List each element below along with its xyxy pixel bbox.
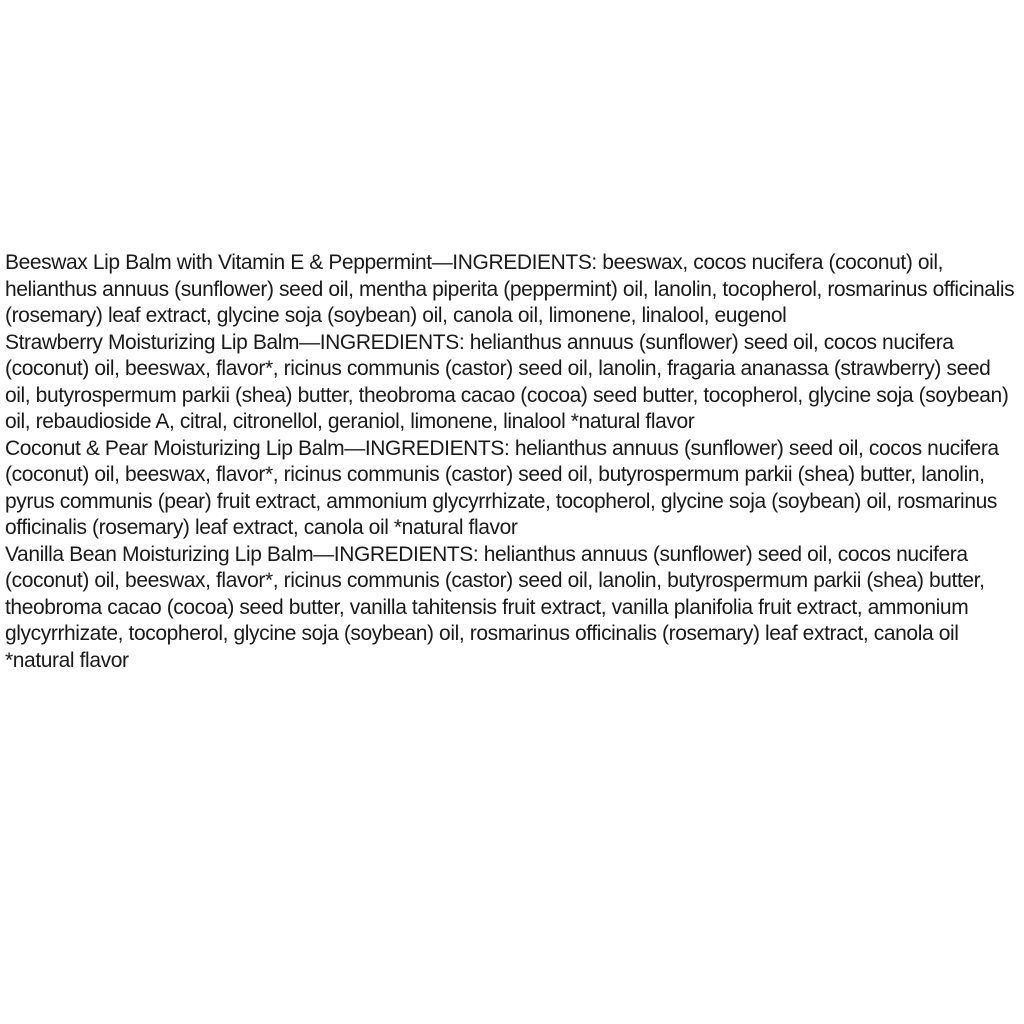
ingredient-paragraph-vanilla-bean: Vanilla Bean Moisturizing Lip Balm—INGREDIENTS: helianthus annuus (sunflower) seed oil, cocos nucifera (coconut) oil, beeswax, flavor*, ricinus communis (castor) seed oil, lanolin, butyrospermum parkii (shea) butter, theobroma cacao (cocoa) seed butter, vanilla tahitensis fruit extract, vanilla planifolia fruit extract, ammonium glycyrrhizate, tocopherol, glycine soja (soybean) oil, rosmarinus officinalis (rosemary) leaf extract, canola oil *natural flavor — [5, 542, 985, 672]
ingredient-paragraph-coconut-pear: Coconut & Pear Moisturizing Lip Balm—INGREDIENTS: helianthus annuus (sunflower) seed oil, cocos nucifera (coconut) oil, beeswax, flavor*, ricinus communis (castor) seed oil, butyrospermum parkii (shea) butter, lanolin, pyrus communis (pear) fruit extract, ammonium glycyrrhizate, tocopherol, glycine soja (soybean) oil, rosmarinus officinalis (rosemary) leaf extract, canola oil *natural flavor — [5, 436, 999, 539]
ingredients-text-block — [5, 250, 1017, 674]
ingredient-paragraph-beeswax-peppermint: Beeswax Lip Balm with Vitamin E & Peppermint—INGREDIENTS: beeswax, cocos nucifera (coconut) oil, helianthus annuus (sunflower) seed oil, mentha piperita (peppermint) oil, lanolin, tocopherol, rosmarinus officinalis (rosemary) leaf extract, glycine soja (soybean) oil, canola oil, limonene, linalool, eugenol — [5, 251, 1015, 327]
ingredient-paragraph-strawberry: Strawberry Moisturizing Lip Balm—INGREDIENTS: helianthus annuus (sunflower) seed oil, cocos nucifera (coconut) oil, beeswax, flavor*, ricinus communis (castor) seed oil, lanolin, fragaria ananassa (strawberry) seed oil, butyrospermum parkii (shea) butter, theobroma cacao (cocoa) seed butter, tocopherol, glycine soja (soybean) oil, rebaudioside A, citral, citronellol, geraniol, limonene, linalool *natural flavor — [5, 330, 1009, 433]
